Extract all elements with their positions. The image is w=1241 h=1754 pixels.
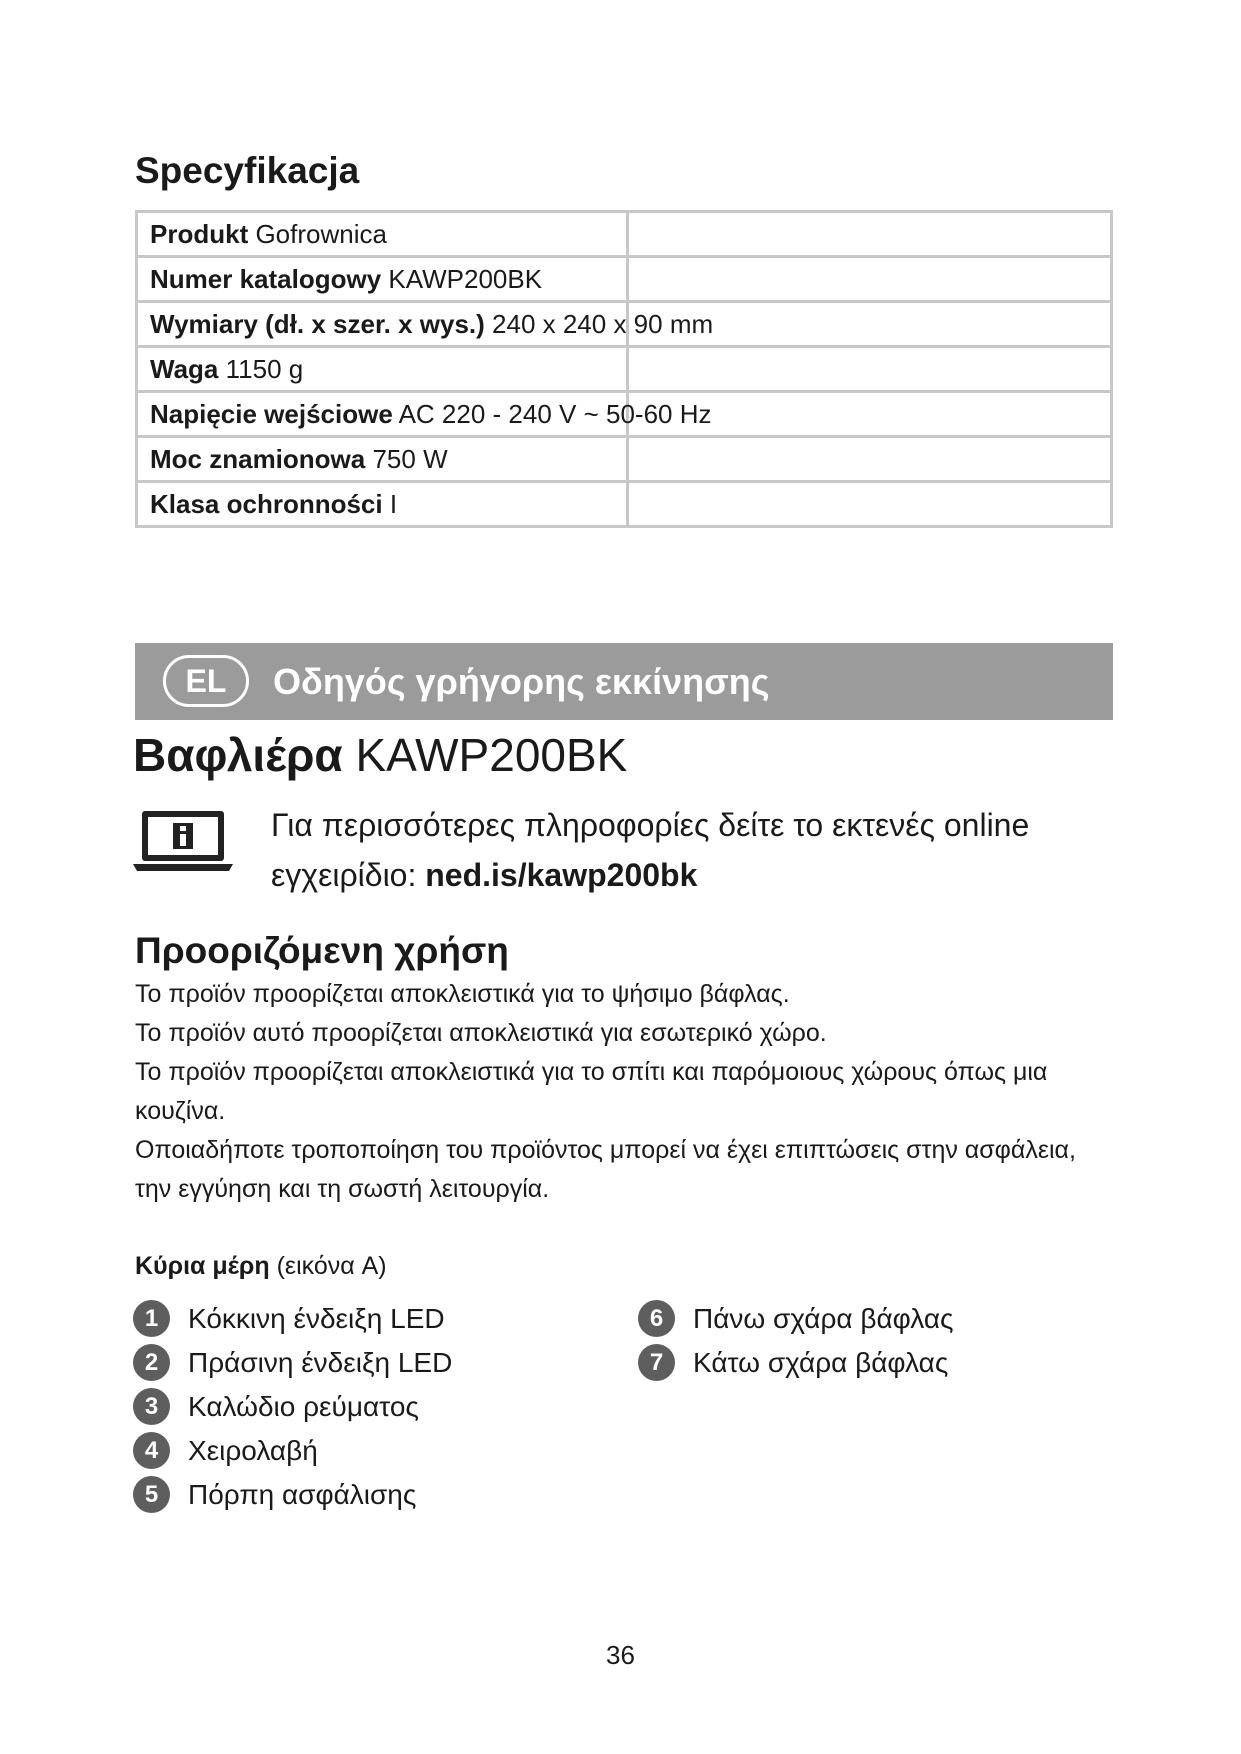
part-item — [133, 1388, 419, 1425]
part-item — [638, 1344, 948, 1381]
product-name: Βαφλιέρα — [133, 729, 343, 781]
page-number: 36 — [606, 1640, 635, 1670]
table-row — [137, 212, 1112, 257]
manual-link[interactable]: ned.is/kawp200bk — [425, 857, 698, 893]
spec-value: 240 x 240 x 90 mm — [484, 308, 714, 339]
part-label: Πράσινη ένδειξη LED — [188, 1346, 453, 1378]
spec-value: 750 W — [365, 443, 448, 474]
spec-cell — [137, 392, 712, 437]
paragraph: Το προϊόν προορίζεται αποκλειστικά για το σπίτι και παρόμοιους χώρους όπως μια κουζίνα. — [135, 1058, 1048, 1125]
info-line-2 — [271, 850, 1111, 900]
spec-key: Klasa ochronności — [150, 488, 383, 519]
paragraph: Το προϊόν αυτό προορίζεται αποκλειστικά για εσωτερικό χώρο. — [135, 1019, 827, 1047]
part-label: Πόρπη ασφάλισης — [188, 1478, 417, 1510]
spec-cell — [137, 437, 628, 482]
number-badge: 3 — [133, 1388, 170, 1425]
spec-key: Produkt — [150, 218, 249, 249]
intended-use-text — [135, 975, 1115, 1209]
product-model: KAWP200BK — [342, 729, 628, 781]
number-badge: 1 — [133, 1300, 170, 1337]
part-label: Πάνω σχάρα βάφλας — [693, 1302, 954, 1334]
part-label: Κάτω σχάρα βάφλας — [693, 1346, 949, 1378]
spec-cell — [137, 302, 714, 347]
parts-heading-bold: Κύρια μέρη — [135, 1252, 270, 1280]
part-label: Χειρολαβή — [188, 1434, 318, 1466]
parts-heading — [135, 1252, 387, 1281]
spec-value: KAWP200BK — [381, 263, 543, 294]
number-badge: 2 — [133, 1344, 170, 1381]
table-row — [137, 347, 1112, 392]
part-label: Καλώδιο ρεύματος — [188, 1390, 419, 1422]
table-row — [137, 302, 1112, 347]
section-banner — [135, 643, 1113, 720]
number-badge: 5 — [133, 1476, 170, 1513]
spec-value: I — [382, 488, 398, 519]
spec-empty-cell — [628, 437, 1112, 482]
spec-value: Gofrownica — [248, 218, 387, 249]
table-row — [137, 482, 1112, 527]
part-item — [133, 1432, 318, 1469]
spec-key: Wymiary (dł. x szer. x wys.) — [150, 308, 485, 339]
spec-value: AC 220 - 240 V ~ 50-60 Hz — [392, 398, 712, 429]
spec-key: Napięcie wejściowe — [150, 398, 393, 429]
spec-cell — [137, 482, 628, 527]
number-badge: 4 — [133, 1432, 170, 1469]
spec-value: 1150 g — [218, 353, 304, 384]
table-row — [137, 437, 1112, 482]
part-item — [638, 1300, 954, 1337]
banner-title: Οδηγός γρήγορης εκκίνησης — [273, 661, 770, 702]
spec-key: Numer katalogowy — [150, 263, 382, 294]
spec-cell — [137, 212, 628, 257]
spec-empty-cell — [628, 482, 1112, 527]
language-badge: EL — [163, 655, 249, 707]
table-row — [137, 257, 1112, 302]
intended-use-heading: Προοριζόμενη χρήση — [135, 930, 509, 971]
table-row — [137, 392, 1112, 437]
number-badge: 6 — [638, 1300, 675, 1337]
part-label: Κόκκινη ένδειξη LED — [188, 1302, 445, 1334]
parts-heading-rest: (εικόνα A) — [269, 1252, 387, 1280]
spec-table — [135, 210, 1113, 528]
part-item — [133, 1344, 452, 1381]
spec-empty-cell — [628, 257, 1112, 302]
spec-cell — [137, 257, 628, 302]
part-item — [133, 1300, 445, 1337]
laptop-info-icon — [133, 808, 233, 874]
paragraph: Το προϊόν προορίζεται αποκλειστικά για το ψήσιμο βάφλας. — [135, 980, 790, 1008]
product-title — [133, 728, 627, 782]
spec-key: Waga — [150, 353, 219, 384]
spec-key: Moc znamionowa — [150, 443, 366, 474]
part-item — [133, 1476, 416, 1513]
info-line-1: Για περισσότερες πληροφορίες δείτε το εκτενές online — [271, 807, 1030, 843]
spec-empty-cell — [628, 347, 1112, 392]
info-prefix: εγχειρίδιο: — [271, 857, 426, 893]
spec-heading: Specyfikacja — [135, 150, 360, 191]
spec-empty-cell — [628, 212, 1112, 257]
number-badge: 7 — [638, 1344, 675, 1381]
online-manual-note — [271, 800, 1111, 900]
paragraph: Οποιαδήποτε τροποποίηση του προϊόντος μπορεί να έχει επιπτώσεις στην ασφάλεια, την εγγύηση και τη σωστή λειτουργία. — [135, 1136, 1076, 1203]
spec-cell — [137, 347, 628, 392]
